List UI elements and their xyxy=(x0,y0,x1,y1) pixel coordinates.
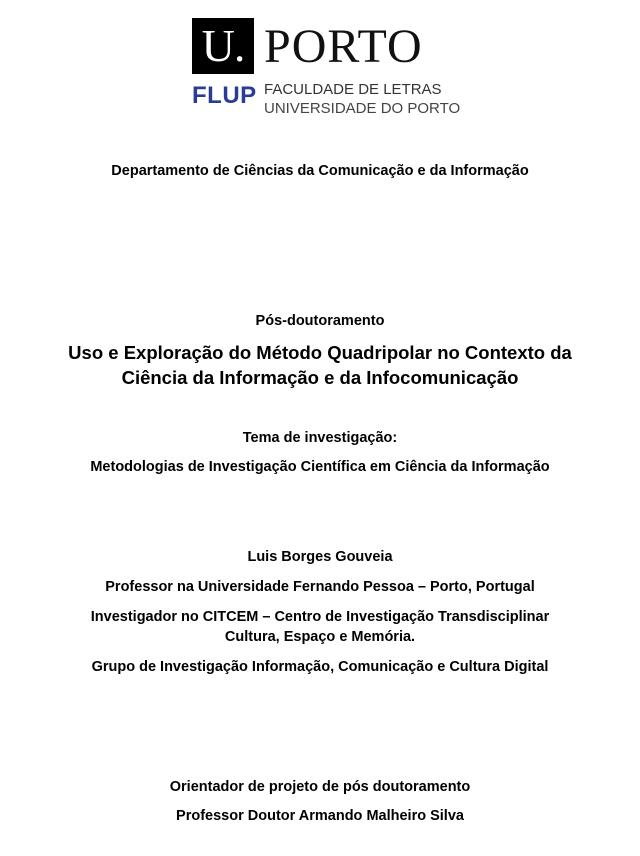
program-label: Pós-doutoramento xyxy=(255,313,385,329)
affiliation-2-line-2: Cultura, Espaço e Memória. xyxy=(224,629,416,645)
theme: Metodologias de Investigação Científica em Ciência da Informação xyxy=(90,459,550,475)
affiliation-2-line-1: Investigador no CITCEM – Centro de Investigação Transdisciplinar xyxy=(90,609,550,625)
logo-university: UNIVERSIDADE DO PORTO xyxy=(264,100,461,117)
university-logo xyxy=(192,18,482,120)
author-name: Luis Borges Gouveia xyxy=(247,549,393,565)
theme-label: Tema de investigação: xyxy=(242,430,398,446)
department: Departamento de Ciências da Comunicação e da Informação xyxy=(111,163,529,179)
logo-name: PORTO xyxy=(264,20,423,73)
logo-mark: U. xyxy=(192,18,254,74)
logo-faculty: FACULDADE DE LETRAS xyxy=(264,81,442,98)
title-line-2: Ciência da Informação e da Infocomunicação xyxy=(121,367,519,388)
title-line-1: Uso e Exploração do Método Quadripolar no Contexto da xyxy=(68,342,572,363)
affiliation-3: Grupo de Investigação Informação, Comunicação e Cultura Digital xyxy=(91,659,549,675)
supervisor-label: Orientador de projeto de pós doutoramento xyxy=(169,779,471,795)
logo-flup: FLUP xyxy=(192,82,257,109)
supervisor-name: Professor Doutor Armando Malheiro Silva xyxy=(176,808,464,824)
affiliation-1: Professor na Universidade Fernando Pessoa – Porto, Portugal xyxy=(105,579,535,595)
